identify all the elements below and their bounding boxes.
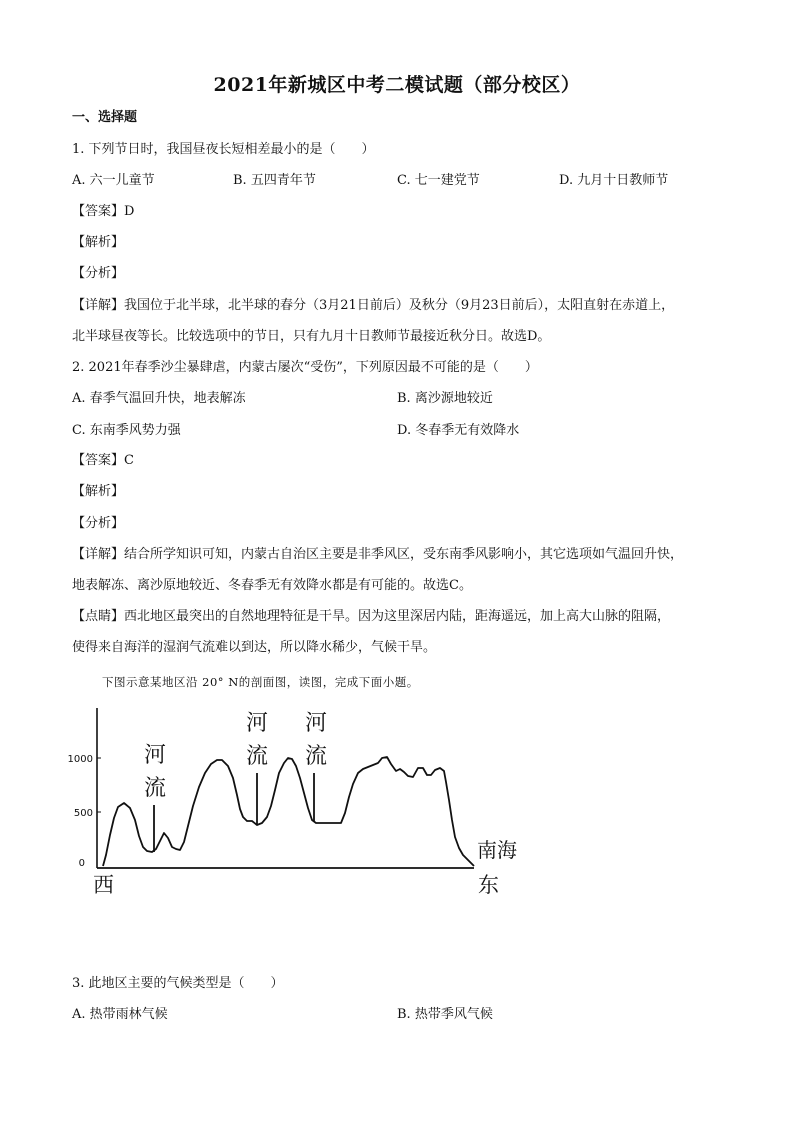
q1-detail-line-2: 北半球昼夜等长。比较选项中的节日，只有九月十日教师节最接近秋分日。故选D。 (72, 329, 551, 344)
q2-option-c: C. 东南季风势力强 (72, 423, 181, 438)
river-label-1 (144, 743, 166, 801)
q1-option-c: C. 七一建党节 (397, 173, 480, 188)
q2-detail-line-2: 地表解冻、离沙原地较近、冬春季无有效降水都是有可能的。故选C。 (72, 578, 472, 593)
y-label-1000: 1000 (67, 754, 93, 765)
q1-option-a: A. 六一儿童节 (72, 173, 155, 188)
q1-option-d: D. 九月十日教师节 (559, 173, 669, 188)
west-label: 西 (93, 873, 114, 897)
terrain-profile-line (103, 757, 474, 866)
q2-option-b: B. 离沙源地较近 (397, 391, 493, 406)
river-label-char: 流 (143, 776, 167, 801)
q3-option-a: A. 热带雨林气候 (72, 1007, 168, 1022)
y-label-500: 500 (73, 808, 93, 819)
river-label-char: 河 (143, 743, 167, 768)
q2-option-d: D. 冬春季无有效降水 (397, 423, 520, 438)
q1-analysis: 【解析】 (72, 235, 125, 250)
question-1-stem: 1. 下列节日时，我国昼夜长短相差最小的是（ ） (72, 142, 375, 157)
river-label-2 (246, 711, 268, 769)
river-label-char: 河 (304, 711, 328, 736)
q2-analysis: 【解析】 (72, 484, 125, 499)
q2-detail-line-1: 【详解】结合所学知识可知，内蒙古自治区主要是非季风区，受东南季风影响小，其它选项如气温回升快， (72, 547, 684, 562)
q2-answer: 【答案】C (72, 453, 134, 468)
q2-fenxi: 【分析】 (72, 516, 125, 531)
river-label-char: 流 (304, 744, 328, 769)
south-sea-label: 南海 (477, 838, 517, 862)
page-title: 2021年新城区中考二模试题（部分校区） (213, 74, 581, 96)
river-label-3 (305, 711, 327, 769)
q3-option-b: B. 热带季风气候 (397, 1007, 493, 1022)
river-label-char: 河 (245, 711, 269, 736)
q1-detail-line-1: 【详解】我国位于北半球，北半球的春分（3月21日前后）及秋分（9月23日前后），太阳直射在赤道上， (72, 298, 675, 313)
section-heading: 一、选择题 (72, 110, 138, 125)
q1-fenxi: 【分析】 (72, 266, 125, 281)
y-label-0: 0 (78, 858, 85, 869)
east-label: 东 (478, 873, 499, 897)
q1-answer: 【答案】D (72, 204, 135, 219)
question-3-stem: 3. 此地区主要的气候类型是（ ） (72, 976, 284, 991)
q2-option-a: A. 春季气温回升快，地表解冻 (72, 391, 246, 406)
q2-point-line-1: 【点睛】西北地区最突出的自然地理特征是干旱。因为这里深居内陆，距海遥远，加上高大山脉的阻隔， (72, 609, 671, 624)
q1-option-b: B. 五四青年节 (233, 173, 316, 188)
question-2-stem: 2. 2021年春季沙尘暴肆虐，内蒙古屡次“受伤”，下列原因最不可能的是（ ） (72, 360, 538, 375)
figure-caption: 下图示意某地区沿 20° N的剖面图，读图，完成下面小题。 (102, 675, 419, 689)
q2-point-line-2: 使得来自海洋的湿润气流难以到达，所以降水稀少，气候干旱。 (72, 640, 437, 655)
river-label-char: 流 (245, 744, 269, 769)
